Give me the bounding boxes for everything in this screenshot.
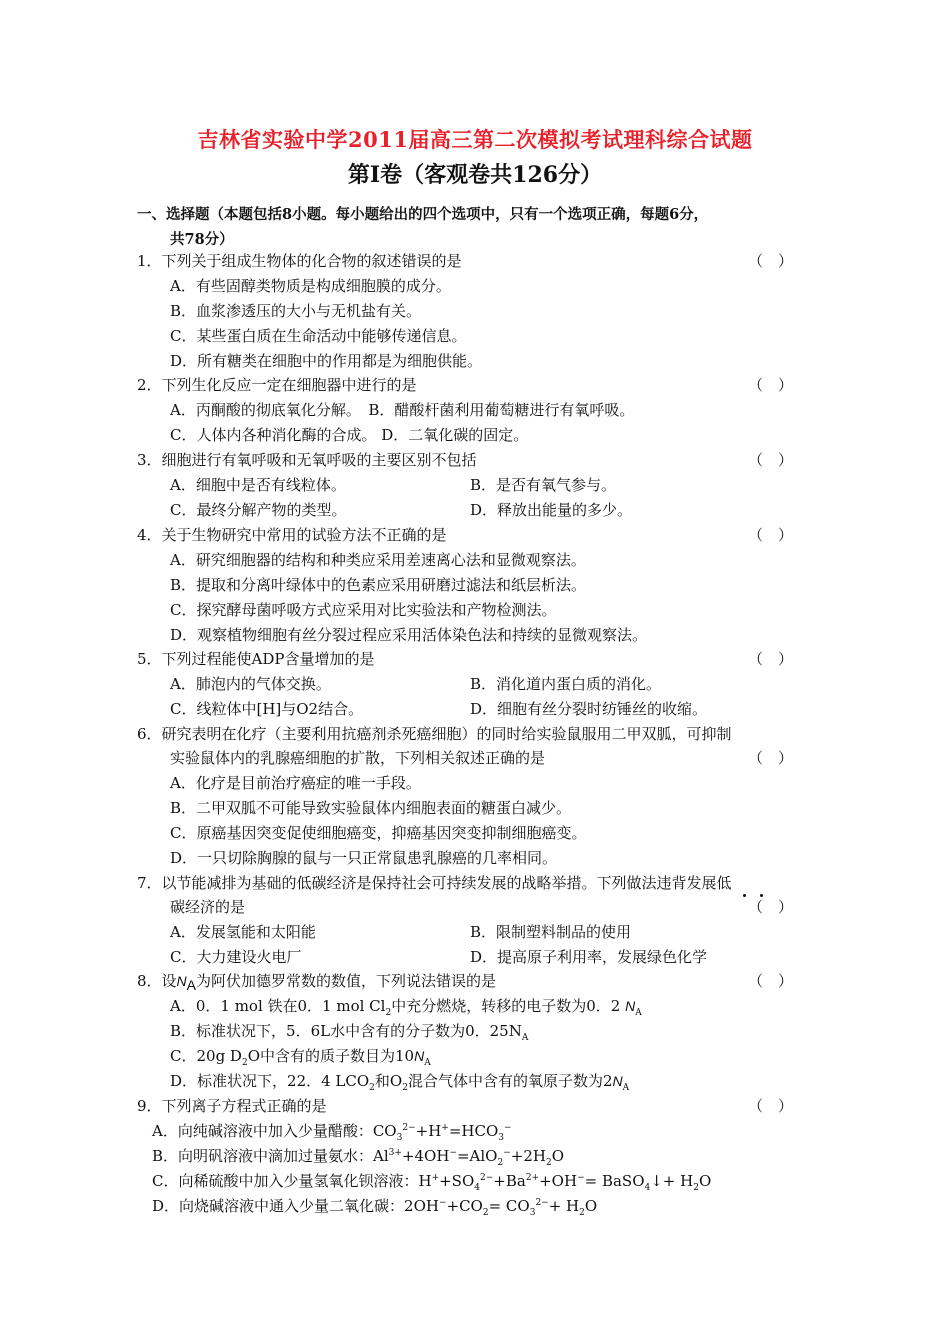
question-7-option-c: C．大力建设火电厂 <box>170 948 302 966</box>
answer-paren: （ ） <box>748 451 794 469</box>
question-1-option-d: D．所有糖类在细胞中的作用都是为细胞供能。 <box>170 352 483 370</box>
question-8-option-a: A．0．1 mol 铁在0．1 mol $Cl_2$中充分燃烧，转移的电子数为0．2 $N_A$ <box>170 997 642 1018</box>
question-7-option-d: D．提高原子利用率，发展绿色化学 <box>470 948 708 966</box>
question-7-stem: 7．以节能减排为基础的低碳经济是保持社会可持续发展的战略举措。下列做法违背发展低 <box>137 874 732 892</box>
document-title: 吉林省实验中学2011届高三第二次模拟考试理科综合试题 <box>197 127 753 152</box>
question-3-option-b: B．是否有氧气参与。 <box>470 476 617 494</box>
answer-paren: （ ） <box>748 1097 794 1115</box>
question-8-option-c: C．20g $D_2O$中含有的质子数目为$10N_A$ <box>170 1047 431 1068</box>
answer-paren: （ ） <box>748 252 794 270</box>
question-9-stem: 9．下列离子方程式正确的是 <box>137 1097 327 1115</box>
question-8-stem: 8．设$N_A$为阿伏加德罗常数的数值，下列说法错误的是 <box>137 972 497 993</box>
question-9-option-b: B．向明矾溶液中滴加过量氨水：$Al^{3+}+4OH^-=AlO_2^-+2H_2O$ <box>152 1147 565 1168</box>
question-4-option-d: D．观察植物细胞有丝分裂过程应采用活体染色法和持续的显微观察法。 <box>170 626 648 644</box>
question-2-options-cd: C．人体内各种消化酶的合成。 D．二氧化碳的固定。 <box>170 426 529 444</box>
question-8-option-d: D．标准状况下，22．4 $LCO_2$和$O_2$混合气体中含有的氧原子数为$2N_A$ <box>170 1072 630 1093</box>
question-5-option-d: D．细胞有丝分裂时纺锤丝的收缩。 <box>470 700 708 718</box>
answer-paren: （ ） <box>748 376 794 394</box>
answer-paren: （ ） <box>748 898 794 916</box>
question-2-stem: 2．下列生化反应一定在细胞器中进行的是 <box>137 376 417 394</box>
question-4-option-b: B．提取和分离叶绿体中的色素应采用研磨过滤法和纸层析法。 <box>170 576 587 594</box>
document-subtitle: 第Ⅰ卷（客观卷共126分） <box>347 162 603 188</box>
question-2-options-ab: A．丙酮酸的彻底氧化分解。 B．醋酸杆菌利用葡萄糖进行有氧呼吸。 <box>170 401 635 419</box>
question-8-option-b: B．标准状况下，5．6L水中含有的分子数为0．$25N_A$ <box>170 1022 529 1043</box>
question-3-stem: 3．细胞进行有氧呼吸和无氧呼吸的主要区别不包括 <box>137 451 477 469</box>
question-6-option-c: C．原癌基因突变促使细胞癌变，抑癌基因突变抑制细胞癌变。 <box>170 824 587 842</box>
question-1-option-b: B．血浆渗透压的大小与无机盐有关。 <box>170 302 422 320</box>
question-1-option-c: C．某些蛋白质在生命活动中能够传递信息。 <box>170 327 467 345</box>
question-5-option-c: C．线粒体中[H]与O2结合。 <box>170 700 364 718</box>
question-6-option-b: B．二甲双胍不可能导致实验鼠体内细胞表面的糖蛋白减少。 <box>170 799 572 817</box>
question-7-stem-continued: 碳经济的是 <box>170 898 246 916</box>
answer-paren: （ ） <box>748 749 794 767</box>
question-9-option-a: A．向纯碱溶液中加入少量醋酸：$CO_3^{2-}+H^+=HCO_3^-$ <box>152 1122 512 1143</box>
question-4-option-a: A．研究细胞器的结构和种类应采用差速离心法和显微观察法。 <box>170 551 586 569</box>
answer-paren: （ ） <box>748 526 794 544</box>
section-heading-continued: 共78分） <box>170 231 234 248</box>
question-9-option-c: C．向稀硫酸中加入少量氢氧化钡溶液：$H^++SO_4^{2-}+Ba^{2+}+OH^-=$ BaSO$_4$↓+ $H_2O$ <box>152 1172 712 1193</box>
question-4-stem: 4．关于生物研究中常用的试验方法不正确的是 <box>137 526 447 544</box>
question-5-stem: 5．下列过程能使ADP含量增加的是 <box>137 650 375 668</box>
question-5-option-b: B．消化道内蛋白质的消化。 <box>470 675 662 693</box>
question-6-option-d: D．一只切除胸腺的鼠与一只正常鼠患乳腺癌的几率相同。 <box>170 849 558 867</box>
question-6-stem-continued: 实验鼠体内的乳腺癌细胞的扩散，下列相关叙述正确的是 <box>170 749 546 767</box>
emphasis-dot <box>743 894 746 897</box>
answer-paren: （ ） <box>748 650 794 668</box>
answer-paren: （ ） <box>748 972 794 990</box>
question-5-option-a: A．肺泡内的气体交换。 <box>170 675 331 693</box>
question-7-option-b: B．限制塑料制品的使用 <box>470 923 632 941</box>
question-9-option-d: D．向烧碱溶液中通入少量二氧化碳：$2OH^-+CO_2= CO_3^{2-}+ H_2O$ <box>152 1197 598 1218</box>
question-1-stem: 1．下列关于组成生物体的化合物的叙述错误的是 <box>137 252 462 270</box>
question-1-option-a: A．有些固醇类物质是构成细胞膜的成分。 <box>170 277 451 295</box>
question-6-stem: 6．研究表明在化疗（主要利用抗癌剂杀死癌细胞）的同时给实验鼠服用二甲双胍，可抑制 <box>137 725 732 743</box>
question-3-option-c: C．最终分解产物的类型。 <box>170 501 347 519</box>
question-3-option-d: D．释放出能量的多少。 <box>470 501 633 519</box>
question-6-option-a: A．化疗是目前治疗癌症的唯一手段。 <box>170 774 421 792</box>
question-3-option-a: A．细胞中是否有线粒体。 <box>170 476 346 494</box>
question-4-option-c: C．探究酵母菌呼吸方式应采用对比实验法和产物检测法。 <box>170 601 557 619</box>
question-7-option-a: A．发展氢能和太阳能 <box>170 923 316 941</box>
section-heading: 一、选择题（本题包括8小题。每小题给出的四个选项中，只有一个选项正确，每题6分， <box>137 206 709 223</box>
